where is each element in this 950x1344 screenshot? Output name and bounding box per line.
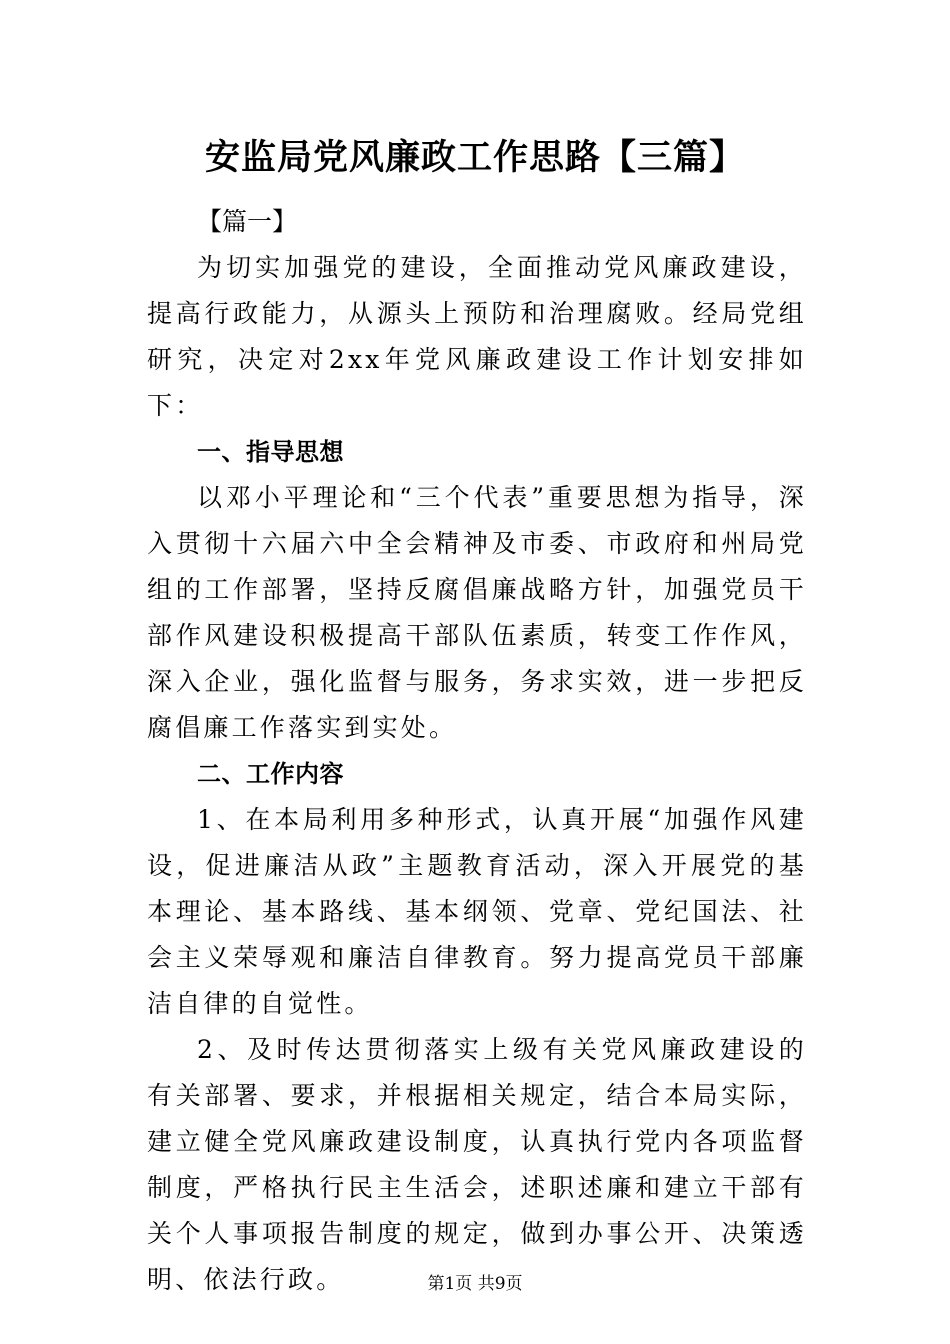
section-tag: 【篇一】 [197, 207, 298, 236]
guiding-ideology-paragraph: 以邓小平理论和“三个代表”重要思想为指导，深入贯彻十六届六中全会精神及市委、市政府和州局党组的工作部署，坚持反腐倡廉战略方针，加强党员干部作风建设积极提高干部队伍素质，转变工作作风，深入企业，强化监督与服务，务求实效，进一步把反腐倡廉工作落实到实处。 [147, 483, 807, 742]
intro-paragraph: 为切实加强党的建设，全面推动党风廉政建设，提高行政能力，从源头上预防和治理腐败。经局党组研究，决定对2xx年党风廉政建设工作计划安排如下： [147, 253, 807, 420]
work-item-1-paragraph: 1、在本局利用多种形式，认真开展“加强作风建设，促进廉洁从政”主题教育活动，深入开展党的基本理论、基本路线、基本纲领、党章、党纪国法、社会主义荣辱观和廉洁自律教育。努力提高党员干部廉洁自律的自觉性。 [147, 805, 807, 1018]
section-heading-guiding-ideology: 一、指导思想 [197, 438, 344, 466]
section-heading-work-content: 二、工作内容 [197, 760, 344, 788]
work-item-2-paragraph: 2、及时传达贯彻落实上级有关党风廉政建设的有关部署、要求，并根据相关规定，结合本局实际，建立健全党风廉政建设制度，认真执行党内各项监督制度，严格执行民主生活会，述职述廉和建立干部有关个人事项报告制度的规定，做到办事公开、决策透明、依法行政。 [147, 1035, 807, 1294]
page-footer-number: 第1页 共9页 [427, 1274, 523, 1294]
document-title: 安监局党风廉政工作思路【三篇】 [204, 137, 745, 178]
document-body [147, 199, 807, 1303]
